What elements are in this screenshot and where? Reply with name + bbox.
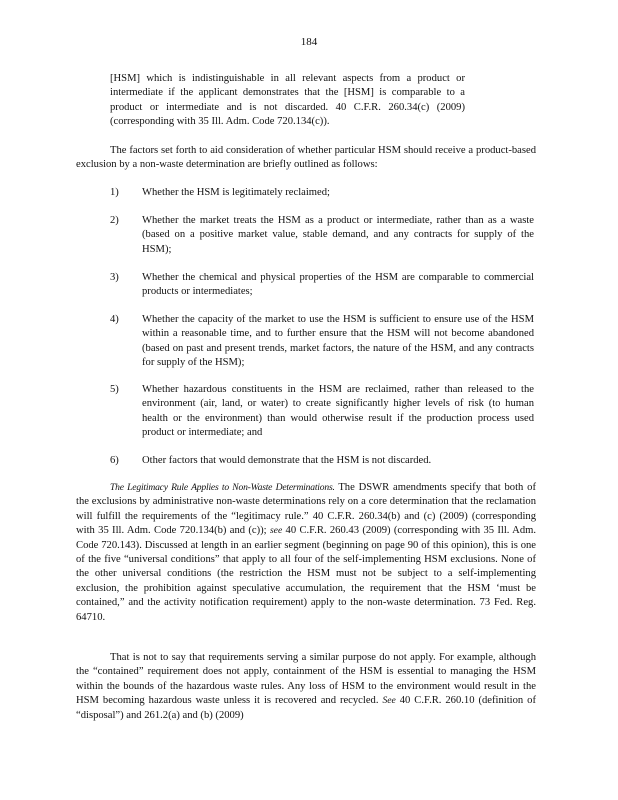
factor-text: Whether the chemical and physical properties of the HSM are comparable to commercial products or intermediates;	[142, 272, 534, 298]
factor-number: 3)	[110, 272, 119, 283]
factor-number: 5)	[110, 384, 119, 395]
legitimacy-paragraph	[76, 481, 536, 625]
paragraph-text: The DSWR amendments specify that both of the exclusions by administrative non-waste determinations rely on a core determination that the reclamation will fulfill the requirements of the “legitimacy rule.” 40 C.F.R. 260.34(b) and (c) (2009) (corresponding with 35 Ill. Adm. Code 720.134(b) and (c));	[76, 482, 536, 537]
quoted-regulation-block: [HSM] which is indistinguishable in all relevant aspects from a product or intermediate if the applicant demonstrates that the [HSM] is comparable to a product or intermediate and is not discarded. 40 C.F.R. 260.34(c) (2009) (corresponding with 35 Ill. Adm. Code 720.134(c)).	[110, 73, 465, 128]
intro-paragraph: The factors set forth to aid consideration of whether particular HSM should receive a product-based exclusion by a non-waste determination are briefly outlined as follows:	[76, 145, 536, 171]
paragraph-text: 40 C.F.R. 260.10 (definition of “disposal”) and 261.2(a) and (b) (2009)	[76, 695, 536, 721]
factor-text: Whether the capacity of the market to use the HSM is sufficient to ensure use of the HSM within a reasonable time, and to further ensure that the HSM will not become abandoned (based on past and present trends, market factors, the nature of the HSM, and any contracts for supply of the HSM);	[142, 314, 534, 369]
factor-text: Other factors that would demonstrate that the HSM is not discarded.	[142, 455, 432, 466]
final-paragraph	[76, 651, 536, 723]
factor-text: Whether the HSM is legitimately reclaimed;	[142, 187, 330, 198]
factor-number: 4)	[110, 314, 119, 325]
citation-signal: see	[269, 525, 283, 537]
citation-signal: See	[382, 695, 396, 707]
paragraph-text: 40 C.F.R. 260.43 (2009) (corresponding with 35 Ill. Adm. Code 720.143). Discussed at length in an earlier segment (beginning on page 90 of this opinion), this is one of the five “universal conditions” that apply to all four of the self-implementing HSM exclusions. None of the other universal conditions (the restriction the HSM must not be subject to a self-implementing exclusion, the prohibition against speculative accumulation, the requirement that the HSM ‘must be contained,” and the activity notification requirement) apply to the non-waste determination. 73 Fed. Reg. 64710.	[76, 525, 537, 623]
factor-number: 6)	[110, 455, 119, 466]
factor-text: Whether hazardous constituents in the HSM are reclaimed, rather than released to the environment (air, land, or water) to create significantly higher levels of risk (to human health or the environment) than would otherwise result if the production process used product or intermediate; and	[142, 384, 534, 439]
factor-text: Whether the market treats the HSM as a product or intermediate, rather than as a waste (based on a positive market value, stable demand, and any contracts for supply of the HSM);	[142, 215, 534, 255]
factor-number: 1)	[110, 187, 119, 198]
section-heading: The Legitimacy Rule Applies to Non-Waste Determinations.	[110, 482, 335, 493]
page-number: 184	[300, 36, 318, 48]
factor-number: 2)	[110, 215, 119, 226]
paragraph-text: That is not to say that requirements serving a similar purpose do not apply. For example, although the “contained” requirement does not apply, containment of the HSM is essential to managing the HSM within the bounds of the hazardous waste rules. Any loss of HSM to the environment would result in the HSM becoming hazardous waste unless it is recovered and recycled.	[76, 652, 536, 707]
